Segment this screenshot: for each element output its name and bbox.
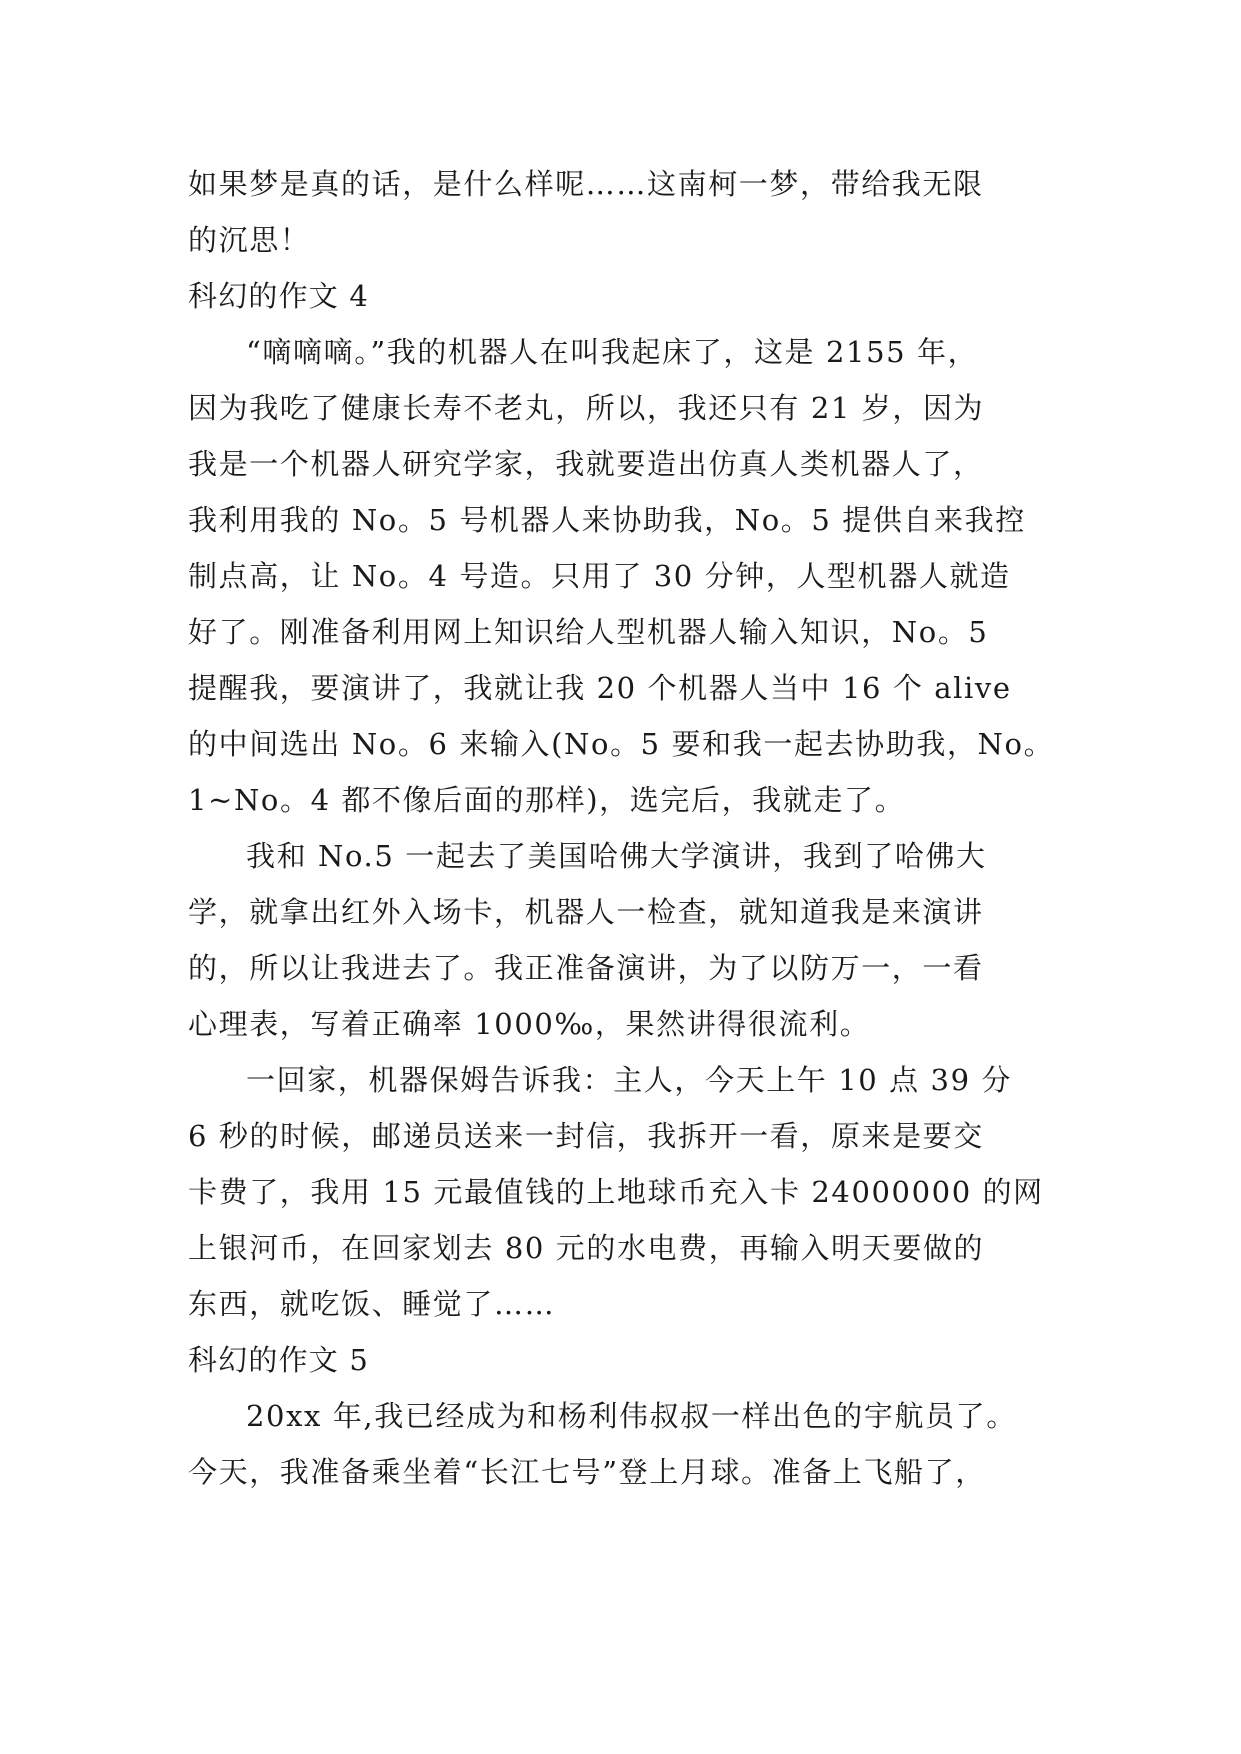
- text-line: 制点高，让 No。4 号造。只用了 30 分钟，人型机器人就造: [188, 559, 1011, 593]
- text-line: 的，所以让我进去了。我正准备演讲，为了以防万一，一看: [188, 951, 984, 985]
- text-line: 我利用我的 No。5 号机器人来协助我，No。5 提供自来我控: [188, 503, 1026, 537]
- text-line: 上银河币，在回家划去 80 元的水电费，再输入明天要做的: [188, 1231, 985, 1265]
- text-line: 1~No。4 都不像后面的那样)，选完后，我就走了。: [188, 783, 906, 817]
- paragraph-first-line: “嘀嘀嘀。”我的机器人在叫我起床了，这是 2155 年，: [246, 335, 979, 369]
- text-line: 提醒我，要演讲了，我就让我 20 个机器人当中 16 个 alive: [188, 671, 1012, 705]
- text-line: 6 秒的时候，邮递员送来一封信，我拆开一看，原来是要交: [188, 1119, 984, 1153]
- text-line: 心理表，写着正确率 1000‰，果然讲得很流利。: [188, 1007, 871, 1041]
- text-line: 的中间选出 No。6 来输入(No。5 要和我一起去协助我，No。: [188, 727, 1055, 761]
- text-line: 今天，我准备乘坐着“长江七号”登上月球。准备上飞船了，: [188, 1455, 986, 1489]
- paragraph-first-line: 一回家，机器保姆告诉我：主人，今天上午 10 点 39 分: [246, 1063, 1013, 1097]
- text-line: 我是一个机器人研究学家，我就要造出仿真人类机器人了，: [188, 447, 984, 481]
- section-heading: 科幻的作文 5: [188, 1343, 370, 1377]
- paragraph-first-line: 20xx 年,我已经成为和杨利伟叔叔一样出色的宇航员了。: [246, 1399, 1017, 1433]
- paragraph-first-line: 我和 No.5 一起去了美国哈佛大学演讲，我到了哈佛大: [246, 839, 987, 873]
- text-line: 好了。刚准备利用网上知识给人型机器人输入知识，No。5: [188, 615, 989, 649]
- text-line: 如果梦是真的话，是什么样呢……这南柯一梦，带给我无限: [188, 167, 984, 201]
- text-line: 卡费了，我用 15 元最值钱的上地球币充入卡 24000000 的网: [188, 1175, 1044, 1209]
- section-heading: 科幻的作文 4: [188, 279, 370, 313]
- text-line: 因为我吃了健康长寿不老丸，所以，我还只有 21 岁，因为: [188, 391, 985, 425]
- text-line: 的沉思！: [188, 223, 311, 257]
- text-line: 东西，就吃饭、睡觉了……: [188, 1287, 556, 1321]
- text-line: 学，就拿出红外入场卡，机器人一检查，就知道我是来演讲: [188, 895, 984, 929]
